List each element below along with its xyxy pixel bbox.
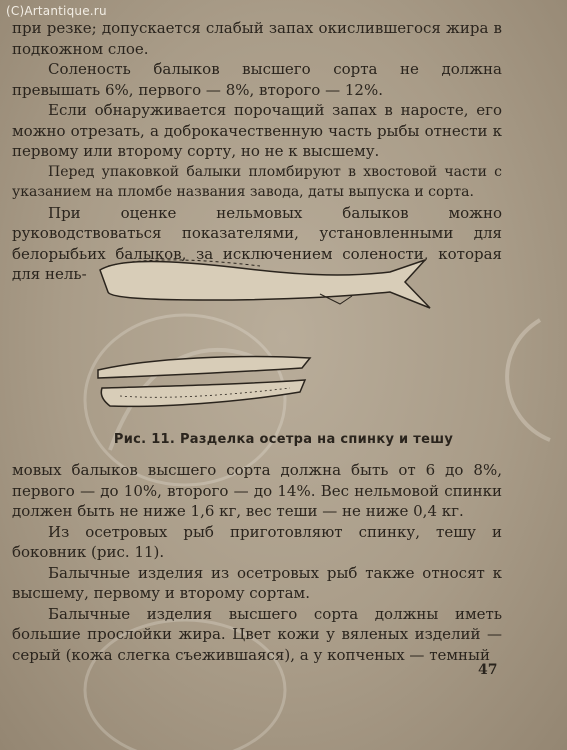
paragraph: Балычные изделия из осетровых рыб также относят к высшему, первому и второму сортам. [12,563,502,602]
paragraph: Если обнаруживается порочащий запах в наросте, его можно отрезать, а доброкачественную часть рыбы отнести к первому или второму сорту, но не к высшему. [12,101,502,160]
text-block-top [12,18,502,285]
watermark-logo-right [480,310,567,450]
paragraph: мовых балыков высшего сорта должна быть от 6 до 8%, первого — до 10%, второго — до 14%. Вес нельмовой спинки должен быть не ниже 1,6 кг, вес теши — не ниже 0,4 кг. [12,461,502,520]
page-number: 47 [478,662,498,678]
sturgeon-cutting-illustration [90,250,435,420]
figure-caption: Рис. 11. Разделка осетра на спинку и тешу [113,432,454,447]
paragraph: При оценке нельмовых балыков можно руководствоваться показателями, установленными для белорыбьих балыков, за исключением солености, которая для нель- [12,203,502,283]
paragraph: Балычные изделия высшего сорта должны иметь большие прослойки жира. Цвет кожи у вяленых изделий — серый (кожа слегка съежившаяся), а у копченых — темный [12,604,502,664]
paragraph: Из осетровых рыб приготовляют спинку, тешу и боковник (рис. 11). [12,522,502,561]
paragraph: Соленость балыков высшего сорта не должна превышать 6%, первого — 8%, второго — 12%. [12,60,502,99]
watermark-site-label: (C)Artantique.ru [6,4,107,18]
text-block-bottom [12,460,502,665]
paragraph: при резке; допускается слабый запах окислившегося жира в подкожном слое. [12,19,502,58]
paragraph: Перед упаковкой балыки пломбируют в хвостовой части с указанием на пломбе названия завода, даты выпуска и сорта. [12,163,502,200]
